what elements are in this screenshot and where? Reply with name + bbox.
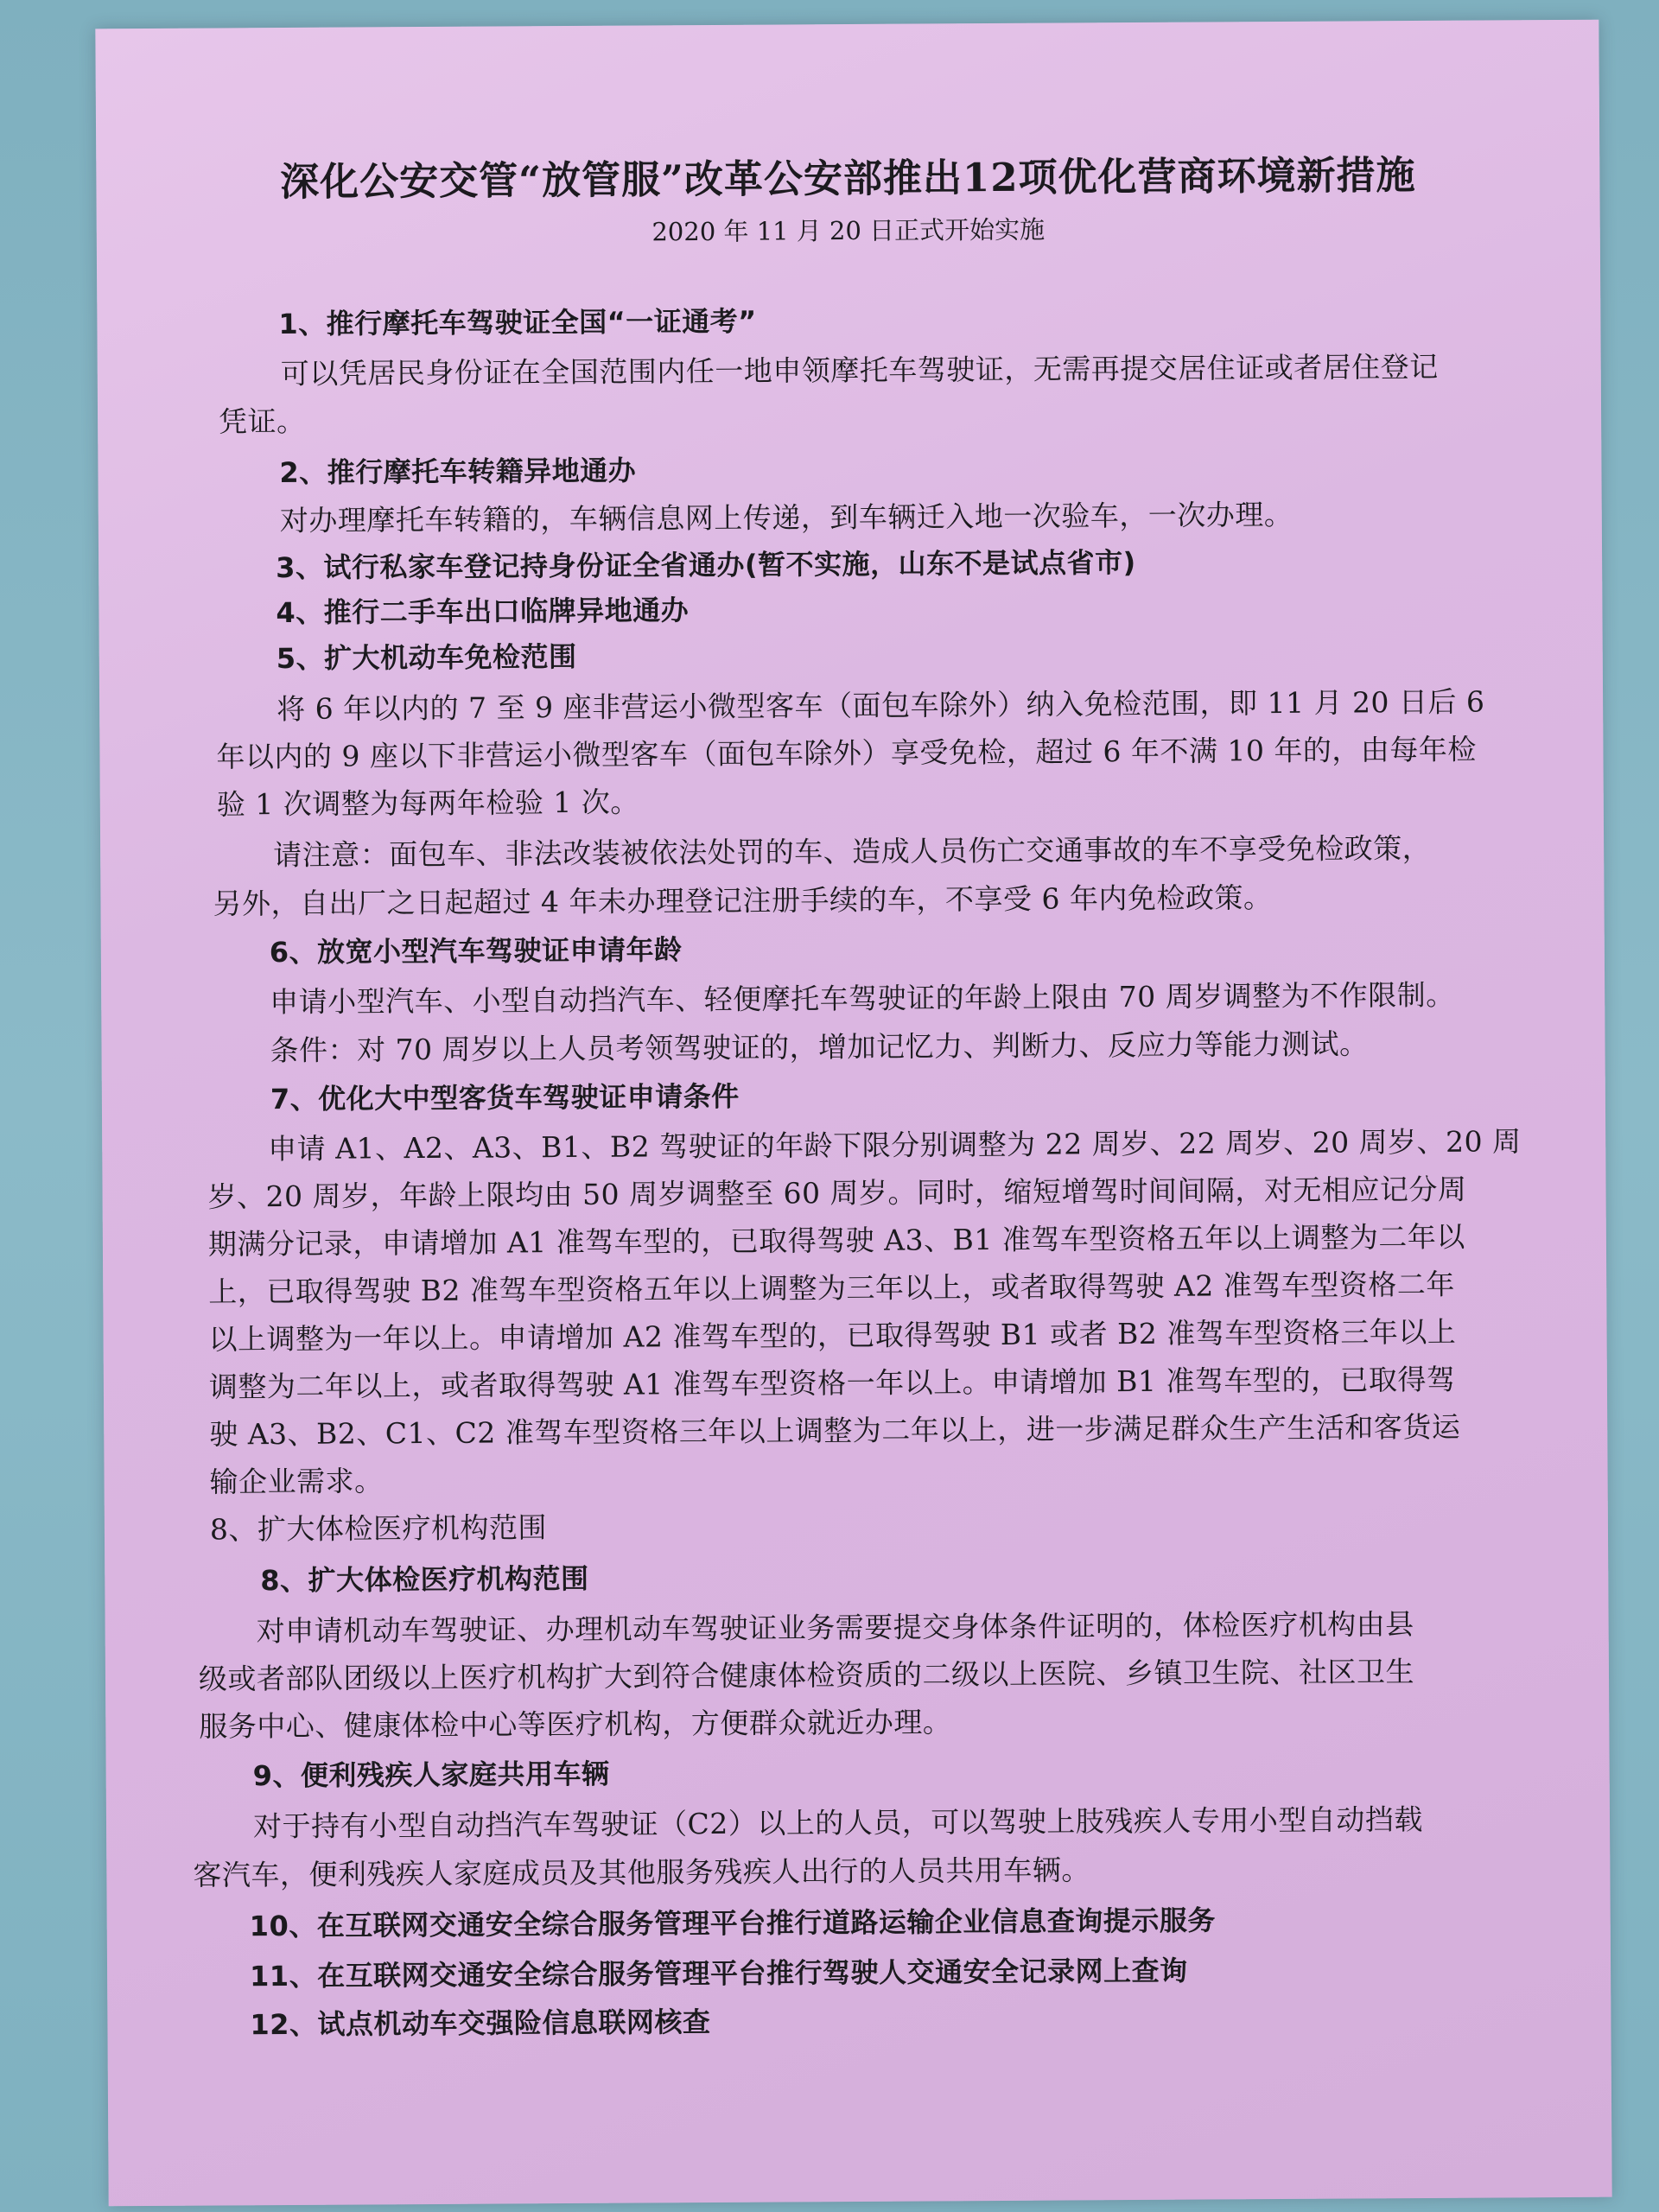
item-8-body-line: 对申请机动车驾驶证、办理机动车驾驶证业务需要提交身体条件证明的，体检医疗机构由县 bbox=[256, 1607, 1414, 1649]
item-5-heading: 5、扩大机动车免检范围 bbox=[276, 639, 577, 676]
item-6-heading: 6、放宽小型汽车驾驶证申请年龄 bbox=[269, 933, 683, 969]
item-1-heading: 1、推行摩托车驾驶证全国“一证通考” bbox=[278, 304, 757, 341]
item-5-body-line: 将 6 年以内的 7 至 9 座非营运小微型客车（面包车除外）纳入免检范围，即 11 月 20 日后 6 bbox=[276, 684, 1485, 727]
item-9-body-line: 对于持有小型自动挡汽车驾驶证（C2）以上的人员，可以驾驶上肢残疾人专用小型自动挡载 bbox=[252, 1802, 1423, 1844]
document-subtitle: 2020 年 11 月 20 日正式开始实施 bbox=[652, 214, 1046, 247]
item-6-body-line: 申请小型汽车、小型自动挡汽车、轻便摩托车驾驶证的年龄上限由 70 周岁调整为不作限制。 bbox=[270, 977, 1455, 1020]
item-2-heading: 2、推行摩托车转籍异地通办 bbox=[279, 454, 637, 490]
item-7-body-line: 上，已取得驾驶 B2 准驾车型资格五年以上调整为三年以上，或者取得驾驶 A2 准驾车型资格二年 bbox=[208, 1267, 1455, 1309]
item-4-heading: 4、推行二手车出口临牌异地通办 bbox=[276, 594, 690, 630]
item-1-body-line: 凭证。 bbox=[218, 404, 306, 439]
item-5-note-line: 请注意：面包车、非法改装被依法处罚的车、造成人员伤亡交通事故的车不享受免检政策， bbox=[273, 830, 1432, 873]
item-7-body-line: 申请 A1、A2、A3、B1、B2 驾驶证的年龄下限分别调整为 22 周岁、22 周岁、20 周岁、20 周 bbox=[268, 1124, 1522, 1166]
item-7-body-line: 以上调整为一年以上。申请增加 A2 准驾车型的，已取得驾驶 B1 或者 B2 准驾车型资格三年以上 bbox=[208, 1314, 1457, 1357]
item-5-note-line: 另外，自出厂之日起超过 4 年未办理登记注册手续的车，不享受 6 年内免检政策。 bbox=[213, 880, 1273, 921]
item-8-heading: 8、扩大体检医疗机构范围 bbox=[260, 1561, 589, 1598]
item-7-body-line: 驶 A3、B2、C1、C2 准驾车型资格三年以上调整为二年以上，进一步满足群众生产生活和客货运 bbox=[209, 1409, 1461, 1452]
item-5-body-line: 验 1 次调整为每两年检验 1 次。 bbox=[216, 785, 639, 822]
item-2-body-line: 对办理摩托车转籍的，车辆信息网上传递，到车辆迁入地一次验车，一次办理。 bbox=[279, 497, 1294, 538]
item-7-body-line: 岁、20 周岁，年龄上限均由 50 周岁调整至 60 周岁。同时，缩短增驾时间间隔，对无相应记分周 bbox=[207, 1172, 1467, 1214]
document-title: 深化公安交管“放管服”改革公安部推出12项优化营商环境新措施 bbox=[280, 152, 1416, 206]
item-10-heading: 10、在互联网交通安全综合服务管理平台推行道路运输企业信息查询提示服务 bbox=[249, 1904, 1216, 1943]
item-5-body-line: 年以内的 9 座以下非营运小微型客车（面包车除外）享受免检，超过 6 年不满 10 年的，由每年检 bbox=[216, 732, 1477, 774]
item-3-heading: 3、试行私家车登记持身份证全省通办(暂不实施，山东不是试点省市) bbox=[276, 545, 1136, 585]
item-9-body-line: 客汽车，便利残疾人家庭成员及其他服务残疾人出行的人员共用车辆。 bbox=[193, 1853, 1090, 1892]
item-7-heading: 7、优化大中型客货车驾驶证申请条件 bbox=[270, 1079, 740, 1116]
item-11-heading: 11、在互联网交通安全综合服务管理平台推行驾驶人交通安全记录网上查询 bbox=[249, 1954, 1188, 1993]
item-7-body-line: 调整为二年以上，或者取得驾驶 A1 准驾车型资格一年以上。申请增加 B1 准驾车型的，已取得驾 bbox=[208, 1362, 1456, 1404]
item-6-body-line: 条件：对 70 周岁以上人员考领驾驶证的，增加记忆力、判断力、反应力等能力测试。 bbox=[270, 1027, 1369, 1068]
item-9-heading: 9、便利残疾人家庭共用车辆 bbox=[252, 1757, 610, 1793]
item-8-body-line: 服务中心、健康体检中心等医疗机构，方便群众就近办理。 bbox=[199, 1705, 952, 1744]
item-7-body-line: 期满分记录，申请增加 A1 准驾车型的，已取得驾驶 A3、B1 准驾车型资格五年以上调整为二年以 bbox=[207, 1219, 1465, 1262]
item-1-body-line: 可以凭居民身份证在全国范围内任一地申领摩托车驾驶证，无需再提交居住证或者居住登记 bbox=[280, 349, 1439, 391]
item-8-body-line: 级或者部队团级以上医疗机构扩大到符合健康体检资质的二级以上医院、乡镇卫生院、社区卫生 bbox=[198, 1655, 1415, 1696]
item-7-body-line: 8、扩大体检医疗机构范围 bbox=[209, 1510, 548, 1547]
item-7-body-line: 输企业需求。 bbox=[209, 1464, 384, 1499]
item-12-heading: 12、试点机动车交强险信息联网核查 bbox=[250, 2005, 711, 2042]
paper-sheet bbox=[95, 20, 1611, 2207]
